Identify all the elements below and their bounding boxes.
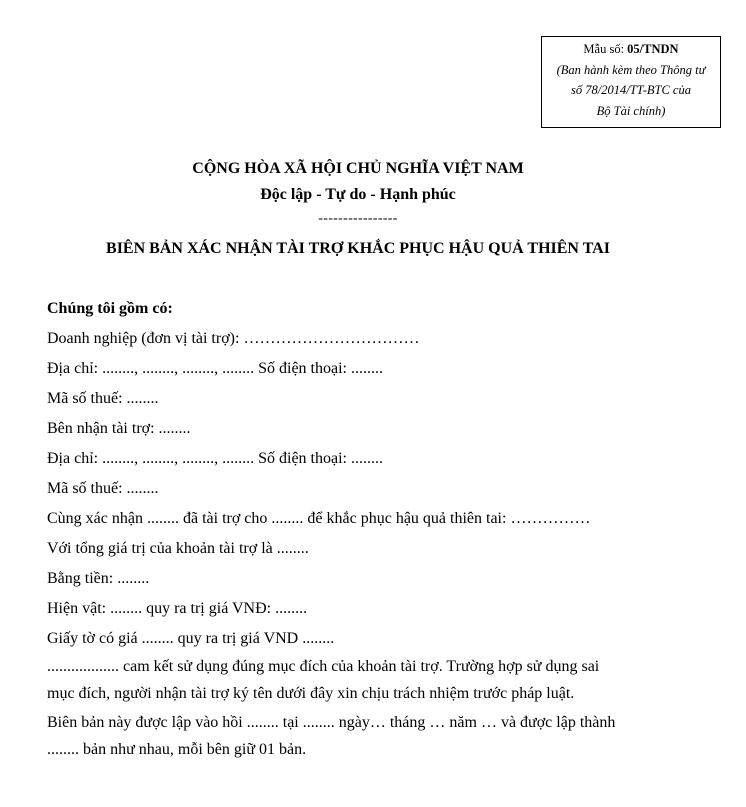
sponsor-tax-line: Mã số thuế: ........ (47, 390, 159, 407)
form-issued-line: (Ban hành kèm theo Thông tư (556, 62, 706, 77)
securities-line: Giấy tờ có giá ........ quy ra trị giá VND ........ (47, 630, 335, 647)
form-ministry-line: Bộ Tài chính) (596, 103, 666, 118)
motto-heading: Độc lập - Tự do - Hạnh phúc (260, 186, 456, 203)
commitment-line: .................. cam kết sử dụng đúng mục đích của khoản tài trợ. Trường hợp sử dụng sai (47, 658, 600, 675)
record-copies-line: ........ bản như nhau, mỗi bên giữ 01 bản. (47, 741, 307, 758)
confirmation-line: Cùng xác nhận ........ đã tài trợ cho ........ để khắc phục hậu quả thiên tai: …………… (47, 510, 591, 527)
total-value-line: Với tổng giá trị của khoản tài trợ là ........ (47, 540, 309, 557)
recipient-line: Bên nhận tài trợ: ........ (47, 420, 191, 437)
sponsor-line: Doanh nghiệp (đơn vị tài trợ): …………………………… (47, 330, 420, 347)
sponsor-address-line: Địa chỉ: ........, ........, ........, ........ Số điện thoại: ........ (47, 360, 383, 377)
cash-line: Bằng tiền: ........ (47, 570, 150, 587)
form-circular-line: số 78/2014/TT-BTC của (571, 83, 691, 97)
intro-line: Chúng tôi gồm có: (47, 300, 173, 317)
form-number-label: Mẫu số: (583, 42, 628, 56)
document-title: BIÊN BẢN XÁC NHẬN TÀI TRỢ KHẮC PHỤC HẬU QUẢ THIÊN TAI (106, 240, 610, 257)
recipient-tax-line: Mã số thuế: ........ (47, 480, 159, 497)
commitment-line-cont: mục đích, người nhận tài trợ ký tên dưới đây xin chịu trách nhiệm trước pháp luật. (47, 685, 575, 702)
form-number-box (541, 36, 721, 128)
record-time-line: Biên bản này được lập vào hồi ........ tại ........ ngày… tháng … năm … và được lập thành (47, 714, 616, 731)
in-kind-line: Hiện vật: ........ quy ra trị giá VNĐ: ........ (47, 600, 308, 617)
recipient-address-line: Địa chỉ: ........, ........, ........, ........ Số điện thoại: ........ (47, 450, 383, 467)
form-number-code: 05/TNDN (627, 42, 679, 56)
form-number-line (542, 39, 720, 60)
republic-heading: CỘNG HÒA XÃ HỘI CHỦ NGHĨA VIỆT NAM (192, 160, 524, 177)
heading-separator: ---------------- (318, 211, 398, 226)
